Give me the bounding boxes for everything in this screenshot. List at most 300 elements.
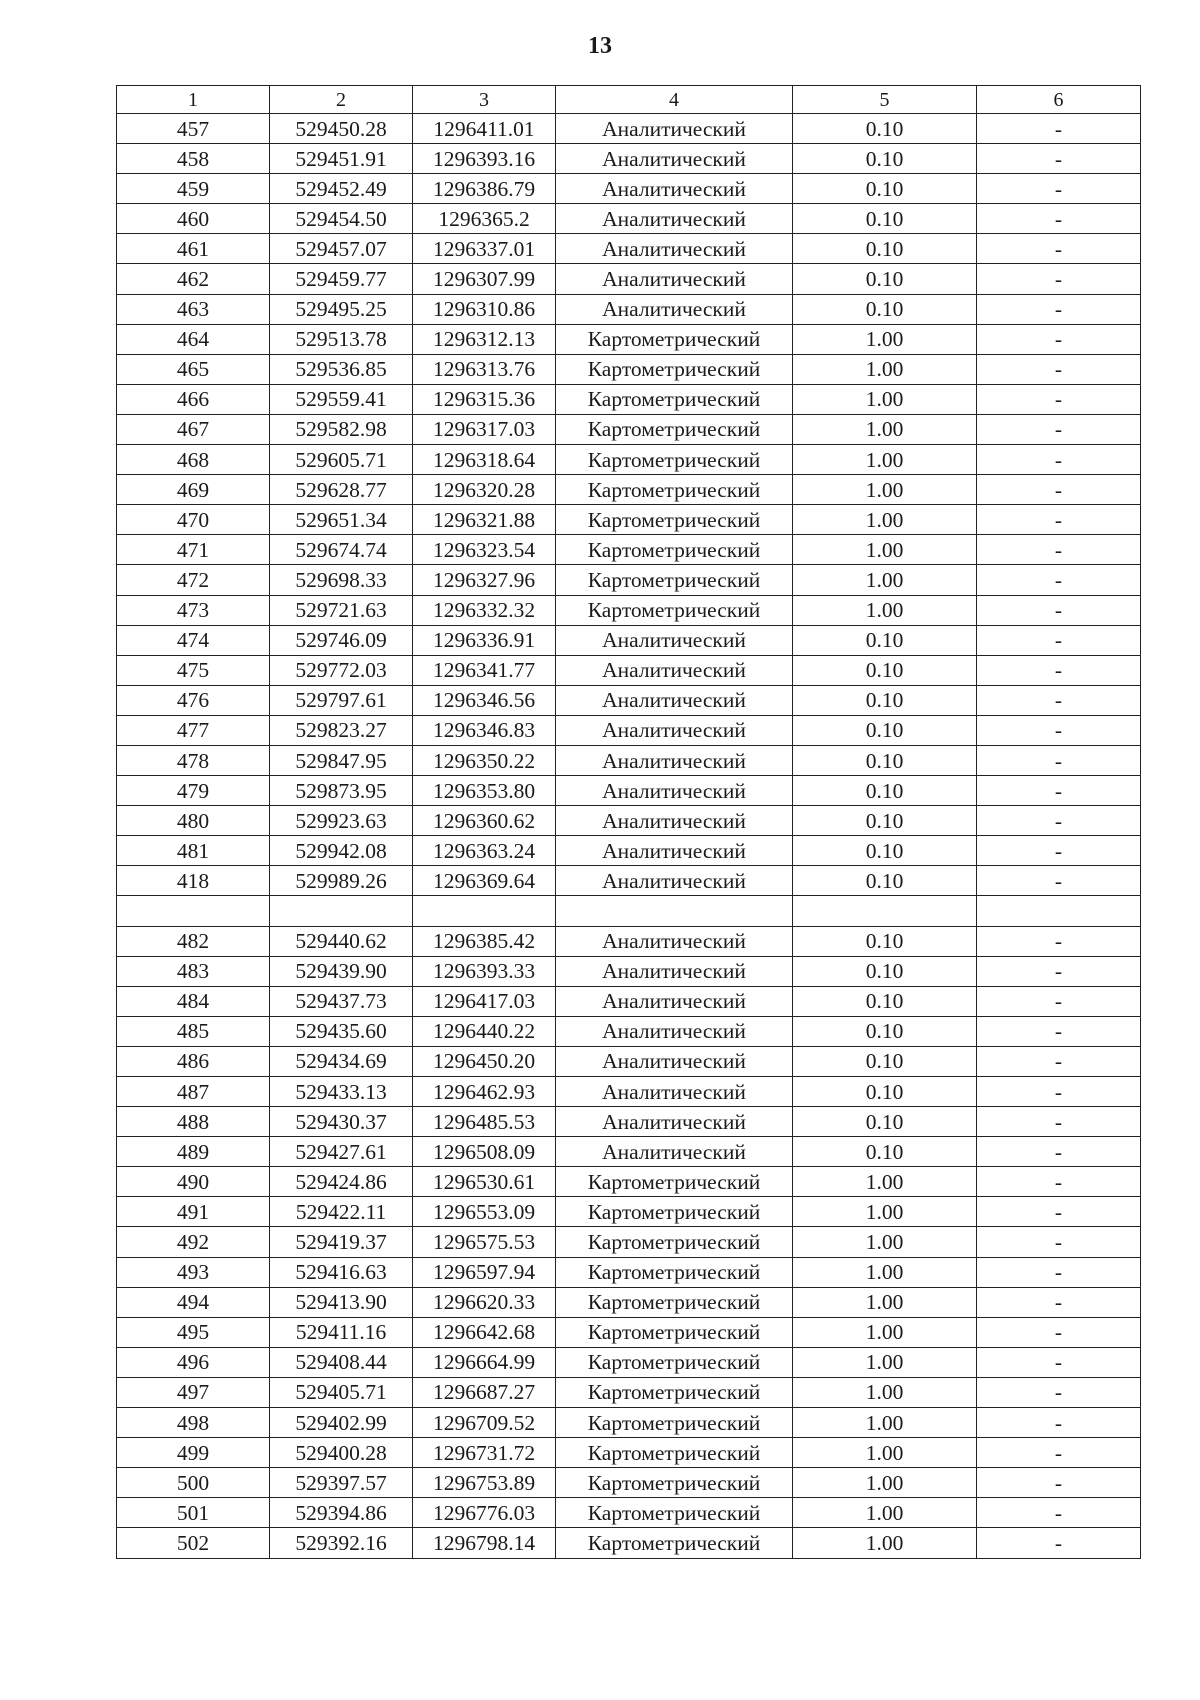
y-coordinate-cell: 1296312.13	[413, 324, 556, 354]
method-cell: Аналитический	[556, 114, 793, 144]
method-cell: Аналитический	[556, 745, 793, 775]
x-coordinate-cell: 529942.08	[270, 836, 413, 866]
accuracy-cell: 0.10	[793, 144, 977, 174]
method-cell: Картометрический	[556, 565, 793, 595]
method-cell: Картометрический	[556, 1408, 793, 1438]
point-number-cell: 476	[117, 685, 270, 715]
x-coordinate-cell: 529772.03	[270, 655, 413, 685]
method-cell: Картометрический	[556, 1377, 793, 1407]
note-cell: -	[977, 715, 1141, 745]
x-coordinate-cell	[270, 896, 413, 926]
table-row	[117, 264, 1141, 294]
x-coordinate-cell: 529434.69	[270, 1046, 413, 1076]
point-number-cell: 418	[117, 866, 270, 896]
x-coordinate-cell: 529400.28	[270, 1438, 413, 1468]
accuracy-cell: 1.00	[793, 324, 977, 354]
table-row	[117, 1438, 1141, 1468]
point-number-cell: 462	[117, 264, 270, 294]
method-cell: Картометрический	[556, 1257, 793, 1287]
x-coordinate-cell: 529457.07	[270, 234, 413, 264]
x-coordinate-cell: 529422.11	[270, 1197, 413, 1227]
x-coordinate-cell: 529746.09	[270, 625, 413, 655]
note-cell: -	[977, 294, 1141, 324]
table-row	[117, 1468, 1141, 1498]
table-row	[117, 1046, 1141, 1076]
method-cell: Картометрический	[556, 445, 793, 475]
y-coordinate-cell: 1296350.22	[413, 745, 556, 775]
accuracy-cell: 1.00	[793, 384, 977, 414]
table-row	[117, 174, 1141, 204]
note-cell: -	[977, 445, 1141, 475]
note-cell: -	[977, 1137, 1141, 1167]
note-cell: -	[977, 655, 1141, 685]
x-coordinate-cell: 529392.16	[270, 1528, 413, 1558]
point-number-cell: 492	[117, 1227, 270, 1257]
y-coordinate-cell: 1296417.03	[413, 986, 556, 1016]
point-number-cell: 468	[117, 445, 270, 475]
x-coordinate-cell: 529847.95	[270, 745, 413, 775]
point-number-cell: 494	[117, 1287, 270, 1317]
table-row	[117, 475, 1141, 505]
point-number-cell: 466	[117, 384, 270, 414]
x-coordinate-cell: 529397.57	[270, 1468, 413, 1498]
table-row	[117, 414, 1141, 444]
y-coordinate-cell: 1296332.32	[413, 595, 556, 625]
method-cell	[556, 896, 793, 926]
point-number-cell: 463	[117, 294, 270, 324]
method-cell: Аналитический	[556, 204, 793, 234]
x-coordinate-cell: 529413.90	[270, 1287, 413, 1317]
header-cell: 3	[413, 86, 556, 114]
point-number-cell: 490	[117, 1167, 270, 1197]
table-body	[117, 86, 1141, 1559]
accuracy-cell: 0.10	[793, 204, 977, 234]
note-cell: -	[977, 114, 1141, 144]
x-coordinate-cell: 529435.60	[270, 1016, 413, 1046]
note-cell: -	[977, 806, 1141, 836]
accuracy-cell: 1.00	[793, 1317, 977, 1347]
accuracy-cell: 0.10	[793, 625, 977, 655]
table-row	[117, 1167, 1141, 1197]
note-cell: -	[977, 1287, 1141, 1317]
accuracy-cell: 1.00	[793, 595, 977, 625]
table-header-row	[117, 86, 1141, 114]
point-number-cell: 499	[117, 1438, 270, 1468]
table-row	[117, 294, 1141, 324]
x-coordinate-cell: 529419.37	[270, 1227, 413, 1257]
table-row	[117, 1257, 1141, 1287]
table-row	[117, 655, 1141, 685]
method-cell: Картометрический	[556, 1287, 793, 1317]
method-cell: Картометрический	[556, 1347, 793, 1377]
note-cell: -	[977, 745, 1141, 775]
coordinates-table	[116, 85, 1141, 1559]
accuracy-cell: 0.10	[793, 294, 977, 324]
point-number-cell: 479	[117, 776, 270, 806]
header-cell: 4	[556, 86, 793, 114]
accuracy-cell: 1.00	[793, 1197, 977, 1227]
note-cell: -	[977, 475, 1141, 505]
accuracy-cell: 0.10	[793, 836, 977, 866]
method-cell: Аналитический	[556, 294, 793, 324]
y-coordinate-cell: 1296341.77	[413, 655, 556, 685]
table-row	[117, 445, 1141, 475]
y-coordinate-cell: 1296315.36	[413, 384, 556, 414]
table-row	[117, 1227, 1141, 1257]
note-cell: -	[977, 1016, 1141, 1046]
method-cell: Картометрический	[556, 1167, 793, 1197]
accuracy-cell: 0.10	[793, 1046, 977, 1076]
point-number-cell: 489	[117, 1137, 270, 1167]
y-coordinate-cell: 1296320.28	[413, 475, 556, 505]
point-number-cell: 474	[117, 625, 270, 655]
table-row	[117, 1137, 1141, 1167]
point-number-cell: 459	[117, 174, 270, 204]
accuracy-cell: 0.10	[793, 1016, 977, 1046]
method-cell: Картометрический	[556, 505, 793, 535]
y-coordinate-cell: 1296597.94	[413, 1257, 556, 1287]
accuracy-cell: 1.00	[793, 1227, 977, 1257]
note-cell: -	[977, 986, 1141, 1016]
note-cell: -	[977, 1438, 1141, 1468]
point-number-cell: 498	[117, 1408, 270, 1438]
method-cell: Аналитический	[556, 1016, 793, 1046]
y-coordinate-cell: 1296327.96	[413, 565, 556, 595]
method-cell: Картометрический	[556, 595, 793, 625]
y-coordinate-cell: 1296321.88	[413, 505, 556, 535]
table-row	[117, 1498, 1141, 1528]
method-cell: Картометрический	[556, 475, 793, 505]
method-cell: Картометрический	[556, 354, 793, 384]
accuracy-cell: 0.10	[793, 1107, 977, 1137]
y-coordinate-cell: 1296323.54	[413, 535, 556, 565]
y-coordinate-cell: 1296336.91	[413, 625, 556, 655]
y-coordinate-cell: 1296485.53	[413, 1107, 556, 1137]
point-number-cell: 477	[117, 715, 270, 745]
accuracy-cell: 1.00	[793, 475, 977, 505]
note-cell: -	[977, 1347, 1141, 1377]
y-coordinate-cell: 1296709.52	[413, 1408, 556, 1438]
x-coordinate-cell: 529411.16	[270, 1317, 413, 1347]
note-cell: -	[977, 1468, 1141, 1498]
x-coordinate-cell: 529437.73	[270, 986, 413, 1016]
accuracy-cell: 0.10	[793, 174, 977, 204]
table-row	[117, 114, 1141, 144]
accuracy-cell: 0.10	[793, 234, 977, 264]
point-number-cell: 484	[117, 986, 270, 1016]
point-number-cell	[117, 896, 270, 926]
note-cell: -	[977, 595, 1141, 625]
accuracy-cell: 0.10	[793, 926, 977, 956]
x-coordinate-cell: 529451.91	[270, 144, 413, 174]
y-coordinate-cell: 1296317.03	[413, 414, 556, 444]
x-coordinate-cell: 529459.77	[270, 264, 413, 294]
accuracy-cell: 0.10	[793, 1077, 977, 1107]
note-cell: -	[977, 926, 1141, 956]
method-cell: Картометрический	[556, 414, 793, 444]
table-row	[117, 1077, 1141, 1107]
accuracy-cell: 0.10	[793, 776, 977, 806]
point-number-cell: 473	[117, 595, 270, 625]
x-coordinate-cell: 529394.86	[270, 1498, 413, 1528]
note-cell: -	[977, 354, 1141, 384]
note-cell: -	[977, 1257, 1141, 1287]
y-coordinate-cell: 1296313.76	[413, 354, 556, 384]
note-cell: -	[977, 414, 1141, 444]
table-row	[117, 956, 1141, 986]
accuracy-cell: 1.00	[793, 1257, 977, 1287]
table-row	[117, 234, 1141, 264]
note-cell: -	[977, 324, 1141, 354]
y-coordinate-cell: 1296360.62	[413, 806, 556, 836]
method-cell: Картометрический	[556, 1498, 793, 1528]
method-cell: Картометрический	[556, 1438, 793, 1468]
point-number-cell: 496	[117, 1347, 270, 1377]
table-row	[117, 565, 1141, 595]
method-cell: Аналитический	[556, 1077, 793, 1107]
x-coordinate-cell: 529433.13	[270, 1077, 413, 1107]
point-number-cell: 487	[117, 1077, 270, 1107]
accuracy-cell: 1.00	[793, 505, 977, 535]
note-cell: -	[977, 535, 1141, 565]
x-coordinate-cell: 529450.28	[270, 114, 413, 144]
x-coordinate-cell: 529416.63	[270, 1257, 413, 1287]
method-cell: Аналитический	[556, 806, 793, 836]
point-number-cell: 491	[117, 1197, 270, 1227]
point-number-cell: 460	[117, 204, 270, 234]
accuracy-cell: 0.10	[793, 715, 977, 745]
method-cell: Аналитический	[556, 685, 793, 715]
method-cell: Аналитический	[556, 956, 793, 986]
x-coordinate-cell: 529582.98	[270, 414, 413, 444]
y-coordinate-cell	[413, 896, 556, 926]
accuracy-cell: 0.10	[793, 956, 977, 986]
point-number-cell: 472	[117, 565, 270, 595]
accuracy-cell: 1.00	[793, 1468, 977, 1498]
table-row	[117, 685, 1141, 715]
method-cell: Картометрический	[556, 1468, 793, 1498]
method-cell: Картометрический	[556, 535, 793, 565]
note-cell	[977, 896, 1141, 926]
method-cell: Картометрический	[556, 324, 793, 354]
point-number-cell: 485	[117, 1016, 270, 1046]
note-cell: -	[977, 1377, 1141, 1407]
table-row	[117, 715, 1141, 745]
accuracy-cell: 1.00	[793, 1377, 977, 1407]
x-coordinate-cell: 529427.61	[270, 1137, 413, 1167]
point-number-cell: 465	[117, 354, 270, 384]
page-number: 13	[588, 33, 612, 59]
header-cell: 6	[977, 86, 1141, 114]
table-row	[117, 806, 1141, 836]
y-coordinate-cell: 1296365.2	[413, 204, 556, 234]
table-row	[117, 1317, 1141, 1347]
method-cell: Аналитический	[556, 986, 793, 1016]
method-cell: Аналитический	[556, 655, 793, 685]
method-cell: Картометрический	[556, 1528, 793, 1558]
y-coordinate-cell: 1296346.83	[413, 715, 556, 745]
y-coordinate-cell: 1296753.89	[413, 1468, 556, 1498]
method-cell: Аналитический	[556, 174, 793, 204]
note-cell: -	[977, 174, 1141, 204]
note-cell: -	[977, 1046, 1141, 1076]
x-coordinate-cell: 529721.63	[270, 595, 413, 625]
point-number-cell: 467	[117, 414, 270, 444]
accuracy-cell: 1.00	[793, 1438, 977, 1468]
note-cell: -	[977, 1408, 1141, 1438]
accuracy-cell: 1.00	[793, 1528, 977, 1558]
note-cell: -	[977, 1317, 1141, 1347]
table-row	[117, 1287, 1141, 1317]
table-row	[117, 1377, 1141, 1407]
y-coordinate-cell: 1296575.53	[413, 1227, 556, 1257]
y-coordinate-cell: 1296530.61	[413, 1167, 556, 1197]
accuracy-cell: 1.00	[793, 535, 977, 565]
table-row	[117, 836, 1141, 866]
x-coordinate-cell: 529605.71	[270, 445, 413, 475]
method-cell: Аналитический	[556, 866, 793, 896]
y-coordinate-cell: 1296363.24	[413, 836, 556, 866]
y-coordinate-cell: 1296664.99	[413, 1347, 556, 1377]
accuracy-cell: 1.00	[793, 354, 977, 384]
y-coordinate-cell: 1296346.56	[413, 685, 556, 715]
x-coordinate-cell: 529405.71	[270, 1377, 413, 1407]
header-cell: 2	[270, 86, 413, 114]
y-coordinate-cell: 1296386.79	[413, 174, 556, 204]
x-coordinate-cell: 529408.44	[270, 1347, 413, 1377]
header-cell: 1	[117, 86, 270, 114]
accuracy-cell: 1.00	[793, 565, 977, 595]
note-cell: -	[977, 144, 1141, 174]
y-coordinate-cell: 1296411.01	[413, 114, 556, 144]
note-cell: -	[977, 1107, 1141, 1137]
y-coordinate-cell: 1296393.33	[413, 956, 556, 986]
point-number-cell: 495	[117, 1317, 270, 1347]
x-coordinate-cell: 529452.49	[270, 174, 413, 204]
table-row	[117, 535, 1141, 565]
x-coordinate-cell: 529674.74	[270, 535, 413, 565]
accuracy-cell: 1.00	[793, 1167, 977, 1197]
point-number-cell: 471	[117, 535, 270, 565]
method-cell: Аналитический	[556, 144, 793, 174]
table-row	[117, 204, 1141, 234]
table-row	[117, 144, 1141, 174]
table-row	[117, 384, 1141, 414]
note-cell: -	[977, 685, 1141, 715]
x-coordinate-cell: 529430.37	[270, 1107, 413, 1137]
method-cell: Аналитический	[556, 234, 793, 264]
method-cell: Аналитический	[556, 1107, 793, 1137]
y-coordinate-cell: 1296642.68	[413, 1317, 556, 1347]
accuracy-cell: 0.10	[793, 866, 977, 896]
x-coordinate-cell: 529628.77	[270, 475, 413, 505]
accuracy-cell: 1.00	[793, 1498, 977, 1528]
table-row	[117, 354, 1141, 384]
point-number-cell: 497	[117, 1377, 270, 1407]
note-cell: -	[977, 625, 1141, 655]
table-row	[117, 1528, 1141, 1558]
accuracy-cell: 1.00	[793, 1347, 977, 1377]
note-cell: -	[977, 836, 1141, 866]
point-number-cell: 493	[117, 1257, 270, 1287]
table-row	[117, 1197, 1141, 1227]
x-coordinate-cell: 529440.62	[270, 926, 413, 956]
method-cell: Аналитический	[556, 1046, 793, 1076]
x-coordinate-cell: 529989.26	[270, 866, 413, 896]
accuracy-cell	[793, 896, 977, 926]
point-number-cell: 488	[117, 1107, 270, 1137]
accuracy-cell: 0.10	[793, 1137, 977, 1167]
x-coordinate-cell: 529823.27	[270, 715, 413, 745]
note-cell: -	[977, 204, 1141, 234]
x-coordinate-cell: 529439.90	[270, 956, 413, 986]
note-cell: -	[977, 866, 1141, 896]
y-coordinate-cell: 1296731.72	[413, 1438, 556, 1468]
y-coordinate-cell: 1296369.64	[413, 866, 556, 896]
x-coordinate-cell: 529923.63	[270, 806, 413, 836]
y-coordinate-cell: 1296798.14	[413, 1528, 556, 1558]
y-coordinate-cell: 1296450.20	[413, 1046, 556, 1076]
note-cell: -	[977, 565, 1141, 595]
y-coordinate-cell: 1296776.03	[413, 1498, 556, 1528]
point-number-cell: 486	[117, 1046, 270, 1076]
x-coordinate-cell: 529424.86	[270, 1167, 413, 1197]
accuracy-cell: 0.10	[793, 655, 977, 685]
x-coordinate-cell: 529402.99	[270, 1408, 413, 1438]
note-cell: -	[977, 1167, 1141, 1197]
x-coordinate-cell: 529797.61	[270, 685, 413, 715]
note-cell: -	[977, 1227, 1141, 1257]
x-coordinate-cell: 529513.78	[270, 324, 413, 354]
table-row	[117, 324, 1141, 354]
y-coordinate-cell: 1296508.09	[413, 1137, 556, 1167]
note-cell: -	[977, 776, 1141, 806]
point-number-cell: 500	[117, 1468, 270, 1498]
point-number-cell: 478	[117, 745, 270, 775]
x-coordinate-cell: 529873.95	[270, 776, 413, 806]
point-number-cell: 469	[117, 475, 270, 505]
accuracy-cell: 0.10	[793, 745, 977, 775]
accuracy-cell: 0.10	[793, 806, 977, 836]
point-number-cell: 502	[117, 1528, 270, 1558]
table-row	[117, 1347, 1141, 1377]
table-row	[117, 745, 1141, 775]
point-number-cell: 480	[117, 806, 270, 836]
method-cell: Аналитический	[556, 836, 793, 866]
x-coordinate-cell: 529559.41	[270, 384, 413, 414]
method-cell: Аналитический	[556, 1137, 793, 1167]
y-coordinate-cell: 1296337.01	[413, 234, 556, 264]
y-coordinate-cell: 1296385.42	[413, 926, 556, 956]
x-coordinate-cell: 529698.33	[270, 565, 413, 595]
accuracy-cell: 0.10	[793, 264, 977, 294]
note-cell: -	[977, 1197, 1141, 1227]
note-cell: -	[977, 1528, 1141, 1558]
accuracy-cell: 0.10	[793, 114, 977, 144]
method-cell: Аналитический	[556, 926, 793, 956]
y-coordinate-cell: 1296462.93	[413, 1077, 556, 1107]
y-coordinate-cell: 1296393.16	[413, 144, 556, 174]
x-coordinate-cell: 529454.50	[270, 204, 413, 234]
y-coordinate-cell: 1296440.22	[413, 1016, 556, 1046]
accuracy-cell: 0.10	[793, 986, 977, 1016]
header-cell: 5	[793, 86, 977, 114]
method-cell: Аналитический	[556, 264, 793, 294]
table-row	[117, 896, 1141, 926]
point-number-cell: 458	[117, 144, 270, 174]
accuracy-cell: 1.00	[793, 414, 977, 444]
point-number-cell: 481	[117, 836, 270, 866]
